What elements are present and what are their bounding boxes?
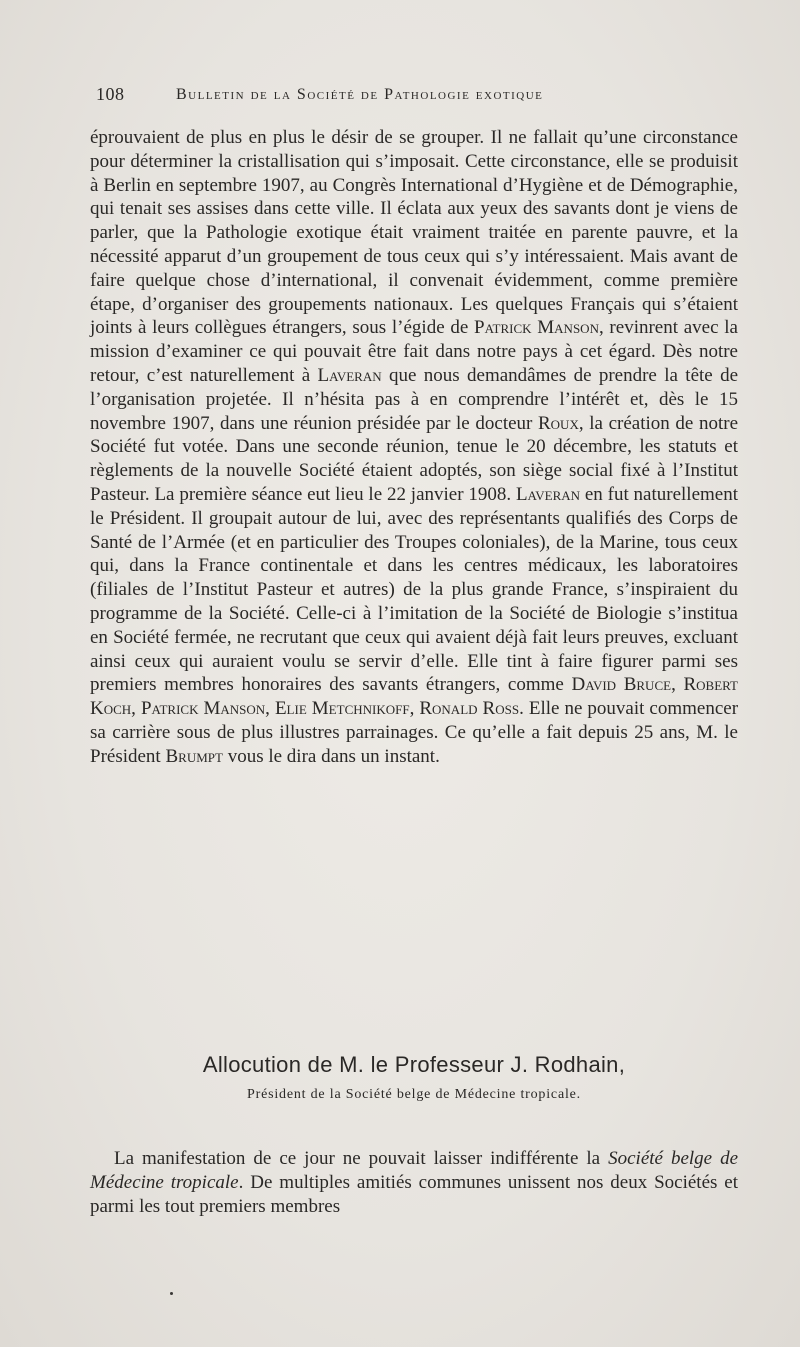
person-name: Patrick Manson <box>474 317 599 339</box>
person-name: Patrick Manson <box>140 698 266 720</box>
body-text-2 <box>90 1147 738 1218</box>
text-run: , revinrent avec la mission d’examiner ce qui pouvait être fait dans notre pays à cet égard. Dès notre retour, c’est naturellement à <box>90 317 738 386</box>
person-name: Laveran <box>515 483 581 505</box>
paragraph-2 <box>90 1147 738 1218</box>
paragraph-1 <box>90 126 738 769</box>
person-name: David Bruce <box>571 674 672 696</box>
person-name: Robert Koch <box>90 674 738 720</box>
page-number: 108 <box>96 84 125 104</box>
text-run: La manifestation de ce jour ne pouvait laisser indifférente la <box>114 1148 609 1169</box>
person-name: Brumpt <box>165 745 223 767</box>
text-run: . De multiples amitiés communes unissent nos deux Sociétés et parmi les tout premiers membres <box>90 1171 738 1217</box>
text-run: , la création de notre Société fut votée. Dans une seconde réunion, tenue le 20 décembre, les statuts et règlements de la nouvelle Société étaient adoptés, son siège social fixé à l’Institut Pasteur. La première séance eut lieu le 22 janvier 1908. <box>90 412 739 505</box>
running-title: Bulletin de la Société de Pathologie exotique <box>176 86 544 103</box>
text-run: vous le dira dans un instant. <box>222 745 440 767</box>
ink-speck <box>170 1292 173 1295</box>
text-run: , <box>131 698 141 720</box>
italic-phrase: Société belge de Médecine tropicale <box>90 1148 739 1193</box>
body-text <box>90 126 738 769</box>
person-name: Laveran <box>317 364 382 386</box>
text-run: en fut naturellement le Président. Il groupait autour de lui, avec des représentants qualifiés des Corps de Santé de l’Armée (et en particulier des Troupes coloniales), de la Marine, tous ceux qui, dans la France continentale et dans les centres médicaux, les laboratoires (filiales de l’Institut Pasteur et autres) de la plus grande France, s’inspiraient du programme de la Société. Celle-ci à l’imitation de la Société de Biologie s’institua en Société fermée, ne recrutant que ceux qui avaient déjà fait leurs preuves, excluant ainsi ceux qui auraient voulu se servir d’elle. Elle tint à faire figurer parmi ses premiers membres honoraires des savants étrangers, comme <box>90 483 738 696</box>
text-run: éprouvaient de plus en plus le désir de se grouper. Il ne fallait qu’une circonstance pour déterminer la cristallisation qui s’imposait. Cette circonstance, elle se produisit à Berlin en septembre 1907, au Congrès International d’Hygiène et de Démographie, qui tenait ses assises dans cette ville. Il éclata aux yeux des savants dont je viens de parler, que la Pathologie exotique était vraiment traitée en parente pauvre, et la nécessité apparut d’un groupement de tous ceux qui s’y intéressaient. Mais avant de faire quelque chose d’international, il convenait évidemment, comme première étape, d’organiser des groupements nationaux. Les quelques Français qui s’étaient joints à leurs collègues étrangers, sous l’égide de <box>90 127 738 339</box>
text-run: , <box>671 674 684 696</box>
text-run: . Elle ne pouvait commencer sa carrière sous de plus illustres parrainages. Ce qu’elle a fait depuis 25 ans, M. le Président <box>90 698 739 767</box>
page-header <box>96 84 742 114</box>
text-run: que nous demandâmes de prendre la tête de l’organisation projetée. Il n’hésita pas à en comprendre l’intérêt et, dès le 15 novembre 1907, dans une réunion présidée par le docteur <box>90 364 738 434</box>
text-run: , <box>265 698 275 720</box>
person-name: Ronald Ross <box>419 698 520 720</box>
person-name: Elie Metchnikoff <box>274 698 410 720</box>
section-subtitle: Président de la Société belge de Médecine tropicale. <box>247 1087 581 1102</box>
section-title: Allocution de M. le Professeur J. Rodhain, <box>202 1052 626 1077</box>
person-name: Roux <box>538 412 579 434</box>
text-run: , <box>409 698 420 720</box>
